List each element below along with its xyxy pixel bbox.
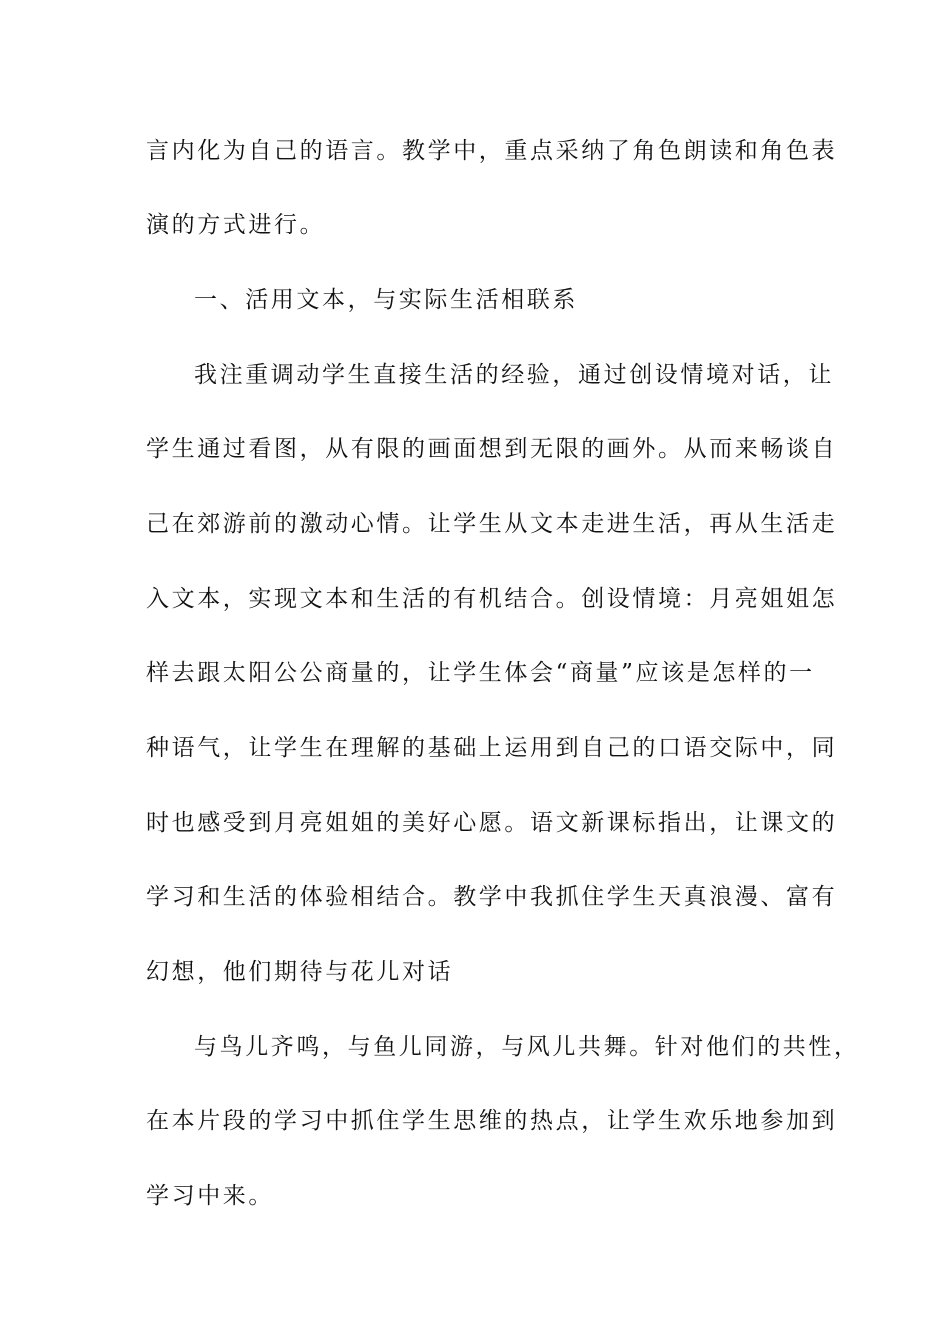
text-line: 演的方式进行。	[146, 212, 326, 238]
text-line: 我注重调动学生直接生活的经验，通过创设情境对话，让	[194, 362, 834, 388]
text-line: 学习中来。	[146, 1183, 274, 1209]
text-line: 幻想，他们期待与花儿对话	[146, 959, 454, 985]
section-heading: 一、活用文本，与实际生活相联系	[194, 287, 578, 313]
text-line: 言内化为自己的语言。教学中，重点采纳了角色朗读和角色表	[146, 138, 838, 164]
text-line: 学生通过看图，从有限的画面想到无限的画外。从而来畅谈自	[146, 436, 838, 462]
text-line: 样去跟太阳公公商量的，让学生体会“商量”应该是怎样的一	[146, 660, 815, 686]
text-line: 学习和生活的体验相结合。教学中我抓住学生天真浪漫、富有	[146, 884, 838, 910]
text-line: 种语气，让学生在理解的基础上运用到自己的口语交际中，同	[146, 735, 838, 761]
text-line: 与鸟儿齐鸣，与鱼儿同游，与风儿共舞。针对他们的共性，	[194, 1034, 860, 1060]
text-line: 在本片段的学习中抓住学生思维的热点，让学生欢乐地参加到	[146, 1108, 838, 1134]
text-line: 时也感受到月亮姐姐的美好心愿。语文新课标指出，让课文的	[146, 810, 838, 836]
text-line: 入文本，实现文本和生活的有机结合。创设情境：月亮姐姐怎	[146, 586, 838, 612]
text-line: 己在郊游前的激动心情。让学生从文本走进生活，再从生活走	[146, 511, 838, 537]
